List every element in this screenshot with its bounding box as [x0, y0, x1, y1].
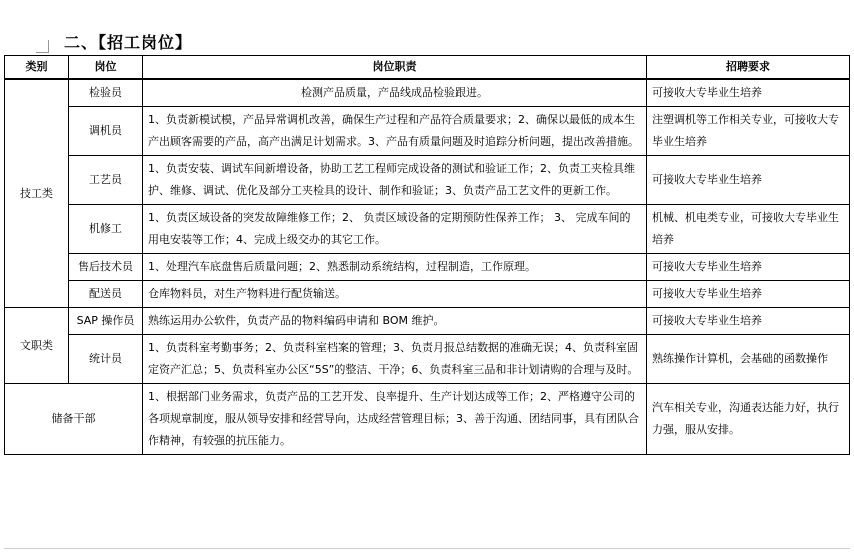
category-clerical: 文职类 — [5, 308, 69, 384]
table-row — [5, 79, 850, 107]
page-footer-line — [4, 548, 850, 549]
duties-cell: 仓库物料员，对生产物料进行配货输送。 — [143, 281, 647, 308]
position-cell: 售后技术员 — [69, 254, 143, 281]
table-row — [5, 156, 850, 205]
position-cell: 统计员 — [69, 335, 143, 384]
requirements-cell: 汽车相关专业，沟通表达能力好，执行力强，服从安排。 — [647, 384, 850, 455]
position-cell: 检验员 — [69, 79, 143, 107]
requirements-cell: 可接收大专毕业生培养 — [647, 254, 850, 281]
table-row — [5, 107, 850, 156]
position-cell: 机修工 — [69, 205, 143, 254]
job-positions-table — [4, 55, 850, 455]
category-tech: 技工类 — [5, 79, 69, 308]
requirements-cell: 熟练操作计算机，会基础的函数操作 — [647, 335, 850, 384]
position-cell: SAP 操作员 — [69, 308, 143, 335]
requirements-cell: 注塑调机等工作相关专业，可接收大专毕业生培养 — [647, 107, 850, 156]
requirements-cell: 可接收大专毕业生培养 — [647, 79, 850, 107]
header-duties: 岗位职责 — [143, 56, 647, 80]
duties-cell: 1、负责科室考勤事务；2、负责科室档案的管理；3、负责月报总结数据的准确无误；4、负责科室固定资产汇总；5、负责科室办公区“5S”的整洁、干净；6、负责科室三品和非计划请购的合理与及时。 — [143, 335, 647, 384]
requirements-cell: 可接收大专毕业生培养 — [647, 281, 850, 308]
table-row — [5, 308, 850, 335]
duties-cell: 1、负责安装、调试车间新增设备，协助工艺工程师完成设备的测试和验证工作；2、负责工夹检具维护、维修、调试、优化及部分工夹检具的设计、制作和验证；3、负责产品工艺文件的更新工作。 — [143, 156, 647, 205]
table-row — [5, 384, 850, 455]
duties-cell: 1、处理汽车底盘售后质量问题；2、熟悉制动系统结构，过程制造，工作原理。 — [143, 254, 647, 281]
category-reserve: 储备干部 — [5, 384, 143, 455]
position-cell: 工艺员 — [69, 156, 143, 205]
requirements-cell: 可接收大专毕业生培养 — [647, 308, 850, 335]
requirements-cell: 机械、机电类专业，可接收大专毕业生培养 — [647, 205, 850, 254]
page-corner-mark — [36, 40, 49, 53]
table-header-row — [5, 56, 850, 80]
duties-cell: 熟练运用办公软件，负责产品的物料编码申请和 BOM 维护。 — [143, 308, 647, 335]
section-title: 二、【招工岗位】 — [64, 33, 193, 52]
duties-cell: 检测产品质量，产品线成品检验跟进。 — [143, 79, 647, 107]
header-position: 岗位 — [69, 56, 143, 80]
position-cell: 配送员 — [69, 281, 143, 308]
table-row — [5, 281, 850, 308]
table-row — [5, 335, 850, 384]
duties-cell: 1、负责新模试模，产品异常调机改善，确保生产过程和产品符合质量要求；2、确保以最低的成本生产出顾客需要的产品，高产出满足计划需求。3、产品有质量问题及时追踪分析问题，提出改善措施。 — [143, 107, 647, 156]
requirements-cell: 可接收大专毕业生培养 — [647, 156, 850, 205]
duties-cell: 1、负责区域设备的突发故障维修工作；2、 负责区域设备的定期预防性保养工作； 3、 完成车间的用电安装等工作；4、完成上级交办的其它工作。 — [143, 205, 647, 254]
table-row — [5, 254, 850, 281]
position-cell: 调机员 — [69, 107, 143, 156]
header-requirements: 招聘要求 — [647, 56, 850, 80]
header-category: 类别 — [5, 56, 69, 80]
table-row — [5, 205, 850, 254]
duties-cell: 1、根据部门业务需求，负责产品的工艺开发、良率提升、生产计划达成等工作；2、严格遵守公司的各项规章制度，服从领导安排和经营导向，达成经营管理目标；3、善于沟通、团结同事，具有团队合作精神，有较强的抗压能力。 — [143, 384, 647, 455]
